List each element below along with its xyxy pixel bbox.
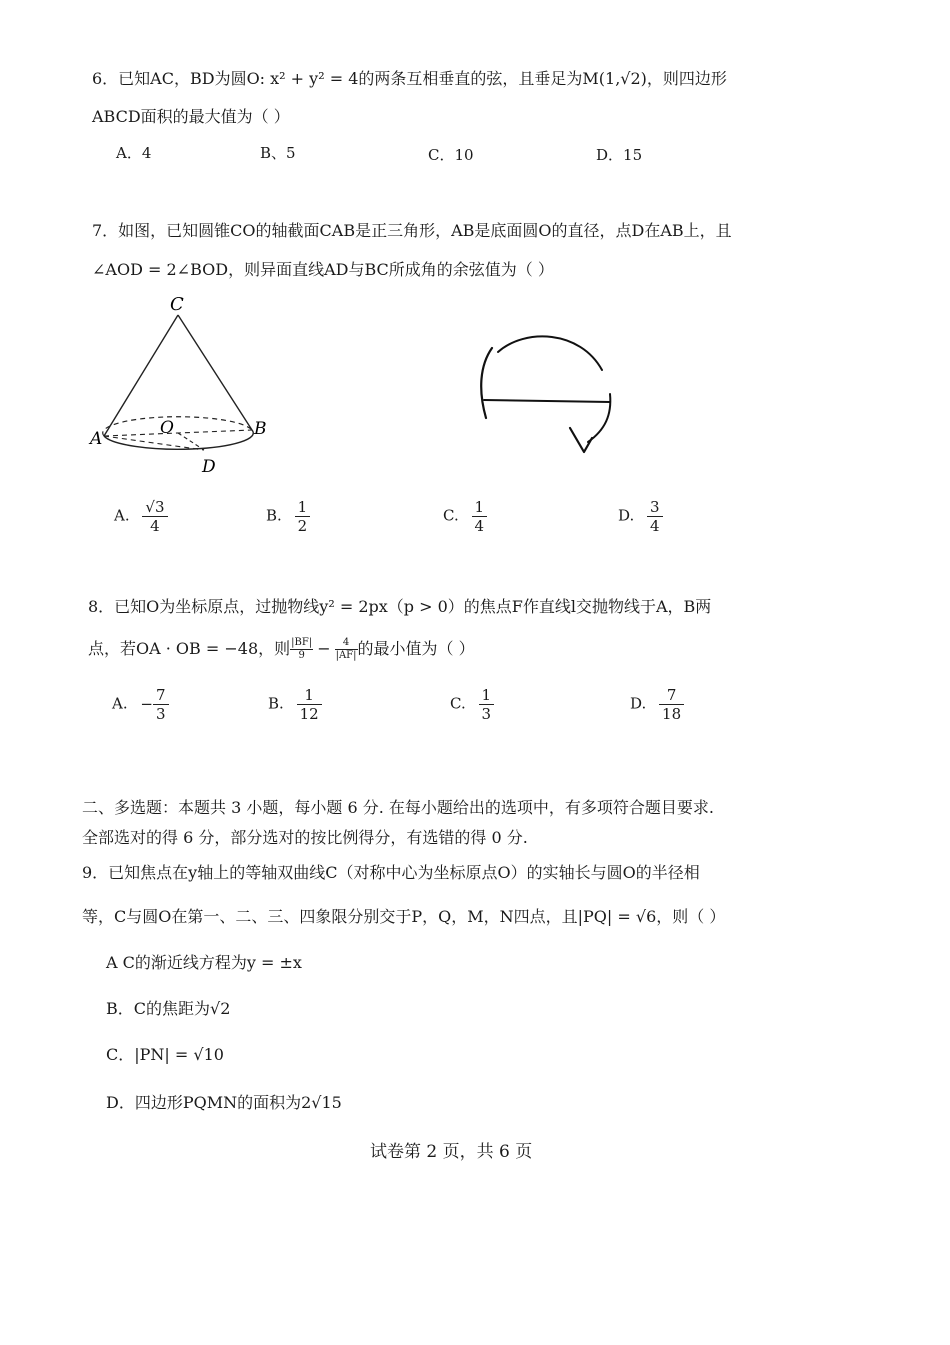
section2-line1: 二、多选题：本题共 3 小题，每小题 6 分. 在每小题给出的选项中，有多项符合题目要求. <box>82 798 714 817</box>
q8-d-den: 18 <box>662 705 682 723</box>
q7-option-c <box>443 498 487 535</box>
q7-option-a-label: A. <box>114 506 130 525</box>
q8-frac2-den: |AF| <box>335 650 357 661</box>
page-footer: 试卷第 2 页，共 6 页 <box>370 1142 533 1162</box>
q9-line2: 等，C与圆O在第一、二、三、四象限分别交于P，Q，M，N四点，且|PQ| = √6，则（ ） <box>82 907 726 926</box>
q6-option-d: D．15 <box>596 146 643 164</box>
label-b: B <box>254 419 267 439</box>
handdrawn-sketch <box>470 330 630 460</box>
cone-figure <box>86 290 286 480</box>
q7-line2: ∠AOD = 2∠BOD，则异面直线AD与BC所成角的余弦值为（ ） <box>92 260 554 279</box>
cone-edge-cb <box>178 315 252 430</box>
q6-line2: ABCD面积的最大值为（ ） <box>92 107 290 126</box>
q8-line2-suffix: 的最小值为（ ） <box>357 639 475 658</box>
sketch-check-mark <box>570 428 592 452</box>
q7-c-den: 4 <box>474 517 485 535</box>
q8-b-num: 1 <box>297 686 322 705</box>
sketch-top-arc <box>498 336 602 370</box>
q7-c-num: 1 <box>472 498 488 517</box>
q7-option-c-label: C. <box>443 506 459 525</box>
label-c: C <box>170 294 184 315</box>
label-d: D <box>202 457 216 477</box>
q6-option-c: C．10 <box>428 146 474 164</box>
q8-a-sign: − <box>140 694 153 713</box>
q8-option-d <box>630 686 684 723</box>
segment-od <box>178 433 204 450</box>
q8-option-b <box>268 686 322 723</box>
sketch-left-arc <box>481 348 492 418</box>
q7-b-den: 2 <box>297 517 308 535</box>
q8-c-num: 1 <box>479 686 495 705</box>
q7-option-b <box>266 498 310 535</box>
q7-a-num: √3 <box>142 498 167 517</box>
q8-a-den: 3 <box>155 705 166 723</box>
q8-c-den: 3 <box>481 705 492 723</box>
label-a: A <box>90 429 103 449</box>
sketch-diameter <box>484 400 610 402</box>
q8-option-c-label: C. <box>450 694 466 713</box>
q7-option-d-label: D. <box>618 506 635 525</box>
q8-line2-prefix: 点，若OA · OB = −48，则 <box>88 639 291 658</box>
q8-option-a <box>112 686 169 723</box>
q8-d-num: 7 <box>659 686 684 705</box>
q6-option-a: A．4 <box>116 144 152 162</box>
q8-frac2-num: 4 <box>335 637 358 650</box>
q8-a-num: 7 <box>153 686 169 705</box>
q7-a-den: 4 <box>150 517 160 535</box>
q9-option-c: C．|PN| = √10 <box>106 1045 224 1064</box>
q9-option-d: D．四边形PQMN的面积为2√15 <box>106 1093 342 1112</box>
q9-line1: 9．已知焦点在y轴上的等轴双曲线C（对称中心为坐标原点O）的实轴长与圆O的半径相 <box>82 863 700 882</box>
q9-option-a: A C的渐近线方程为y = ±x <box>106 953 302 972</box>
q8-minus: − <box>317 639 331 658</box>
q8-line1: 8．已知O为坐标原点，过抛物线y² = 2px（p > 0）的焦点F作直线l交抛物线于A，B两 <box>88 597 712 616</box>
q8-line2 <box>88 636 475 662</box>
q7-d-num: 3 <box>647 498 663 517</box>
section2-line2: 全部选对的得 6 分，部分选对的按比例得分，有选错的得 0 分. <box>82 828 528 847</box>
q6-option-b: B、5 <box>260 144 296 162</box>
q7-option-a <box>114 498 168 535</box>
q7-option-d <box>618 498 663 535</box>
q7-line1: 7．如图，已知圆锥CO的轴截面CAB是正三角形，AB是底面圆O的直径，点D在AB上，且 <box>92 221 732 240</box>
q6-line1: 6．已知AC，BD为圆O: x² + y² = 4的两条互相垂直的弦，且垂足为M(1,√2)，则四边形 <box>92 69 727 88</box>
q8-option-a-label: A. <box>112 694 128 713</box>
label-o: O <box>160 418 174 438</box>
q8-option-d-label: D. <box>630 694 647 713</box>
q8-option-c <box>450 686 494 723</box>
q7-b-num: 1 <box>295 498 311 517</box>
q8-frac1-den: 9 <box>298 650 305 661</box>
q8-frac1-num: |BF| <box>291 637 313 648</box>
q8-b-den: 12 <box>299 705 319 723</box>
q7-option-b-label: B. <box>266 506 282 525</box>
q7-d-den: 4 <box>650 517 660 535</box>
q9-option-b: B．C的焦距为√2 <box>106 999 231 1018</box>
q8-option-b-label: B. <box>268 694 284 713</box>
